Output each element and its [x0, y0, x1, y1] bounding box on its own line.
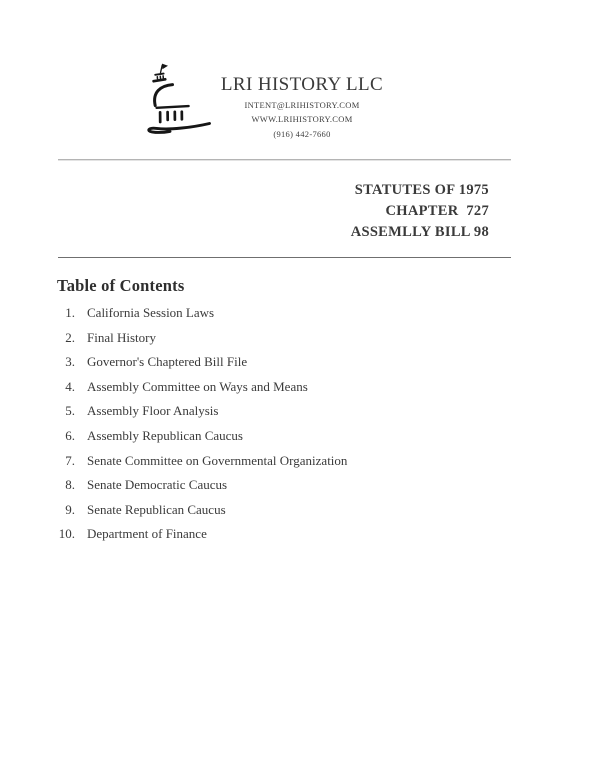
toc-item-number: 10.: [58, 526, 75, 542]
toc-item-number: 6.: [65, 427, 75, 443]
contact-block: [182, 98, 422, 141]
toc-item-label: Assembly Republican Caucus: [87, 427, 243, 443]
toc-item: [0, 399, 600, 424]
company-name: LRI HISTORY LLC: [220, 74, 384, 95]
toc-item-label: Final History: [87, 329, 156, 345]
toc-item-label: Senate Democratic Caucus: [87, 477, 228, 493]
contact-email: INTENT@LRIHISTORY.COM: [244, 100, 360, 110]
assembly-bill-line: ASSEMLLY BILL 98: [350, 224, 489, 240]
toc-item: [0, 326, 600, 351]
contact-website: WWW.LRIHISTORY.COM: [251, 114, 353, 125]
contact-phone: (916) 442-7660: [273, 128, 331, 139]
chapter-line: CHAPTER 727: [385, 203, 489, 219]
horizontal-rule-top: [58, 159, 511, 161]
toc-item-number: 5.: [65, 403, 75, 419]
toc-item-label: Department of Finance: [87, 526, 207, 542]
toc-item: [0, 375, 600, 400]
toc-item-label: California Session Laws: [87, 305, 215, 320]
letterhead: [182, 75, 422, 141]
statute-reference-block: [351, 180, 489, 243]
toc-item-label: Senate Republican Caucus: [87, 501, 226, 517]
toc-item: [0, 350, 600, 375]
toc-item-number: 8.: [65, 477, 75, 493]
toc-item: [0, 449, 600, 474]
toc-list: [0, 301, 600, 547]
toc-item-number: 4.: [65, 378, 75, 394]
toc-item: [0, 498, 600, 523]
toc-item: [0, 522, 600, 547]
toc-item-number: 2.: [65, 329, 75, 345]
toc-item-number: 1.: [65, 305, 75, 320]
toc-item-label: Senate Committee on Governmental Organization: [87, 452, 348, 468]
toc-item: [0, 424, 600, 449]
toc-item-label: Assembly Floor Analysis: [87, 403, 219, 419]
toc-item-label: Assembly Committee on Ways and Means: [87, 378, 308, 394]
toc-item-label: Governor's Chaptered Bill File: [87, 354, 248, 370]
toc-item: [0, 301, 600, 326]
horizontal-rule-bottom: [58, 257, 511, 258]
toc-item: [0, 473, 600, 498]
toc-item-number: 9.: [65, 501, 75, 517]
toc-heading: Table of Contents: [57, 276, 185, 295]
toc-item-number: 7.: [65, 452, 75, 468]
toc-item-number: 3.: [65, 354, 75, 370]
statutes-line: STATUTES OF 1975: [354, 182, 489, 198]
